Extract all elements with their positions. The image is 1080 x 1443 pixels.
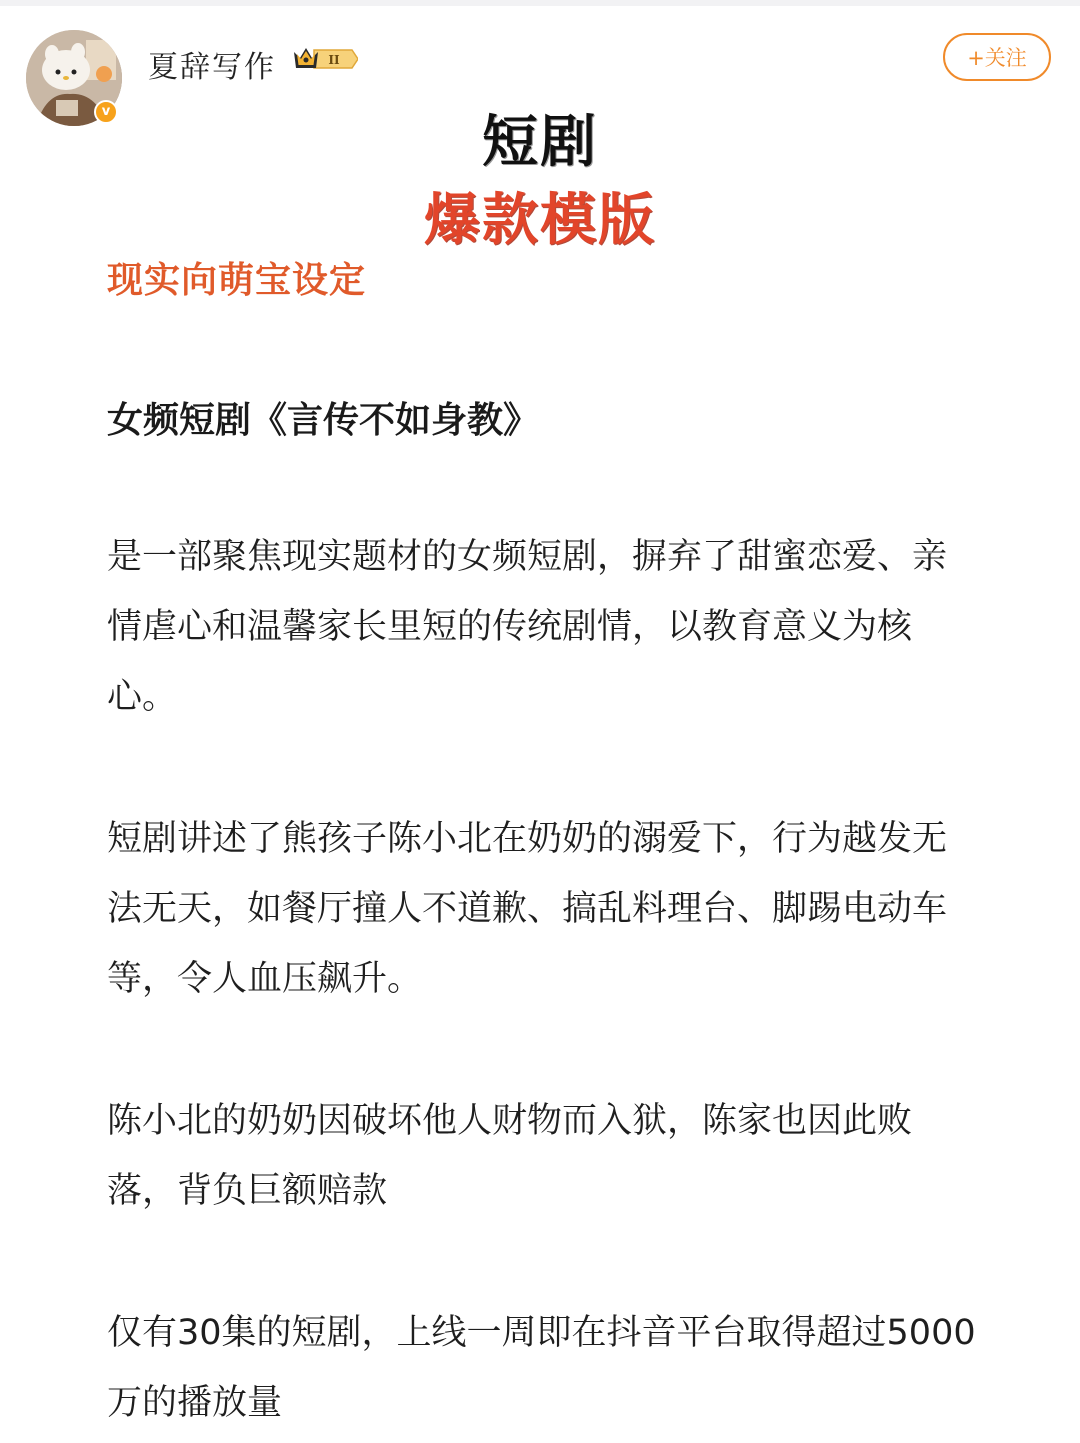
post-subtitle: 爆款模版 xyxy=(424,188,656,253)
paragraph-1: 是一部聚焦现实题材的女频短剧，摒弃了甜蜜恋爱、亲情虐心和温馨家长里短的传统剧情，以教育意义为核心。 xyxy=(107,537,948,717)
level-label: II xyxy=(328,53,340,67)
level-badge xyxy=(292,44,358,74)
paragraph-3: 陈小北的奶奶因破坏他人财物而入狱，陈家也因此败落，背负巨额赔款 xyxy=(107,1101,913,1211)
section-tag: 现实向萌宝设定 xyxy=(107,259,367,301)
verified-badge-icon: v xyxy=(94,100,118,124)
username[interactable]: 夏辞写作 xyxy=(148,50,276,85)
paragraph-2: 短剧讲述了熊孩子陈小北在奶奶的溺爱下，行为越发无法无天，如餐厅撞人不道歉、搞乱料理台、脚踢电动车等，令人血压飙升。 xyxy=(107,819,948,999)
drama-title: 女频短剧《言传不如身教》 xyxy=(107,399,540,441)
crown-level-icon xyxy=(292,44,358,74)
paragraph-4: 仅有30集的短剧，上线一周即在抖音平台取得超过5000万的播放量 xyxy=(107,1313,976,1423)
follow-button[interactable]: +关注 xyxy=(943,33,1051,81)
post-title: 短剧 xyxy=(482,110,598,175)
top-divider xyxy=(0,0,1080,6)
